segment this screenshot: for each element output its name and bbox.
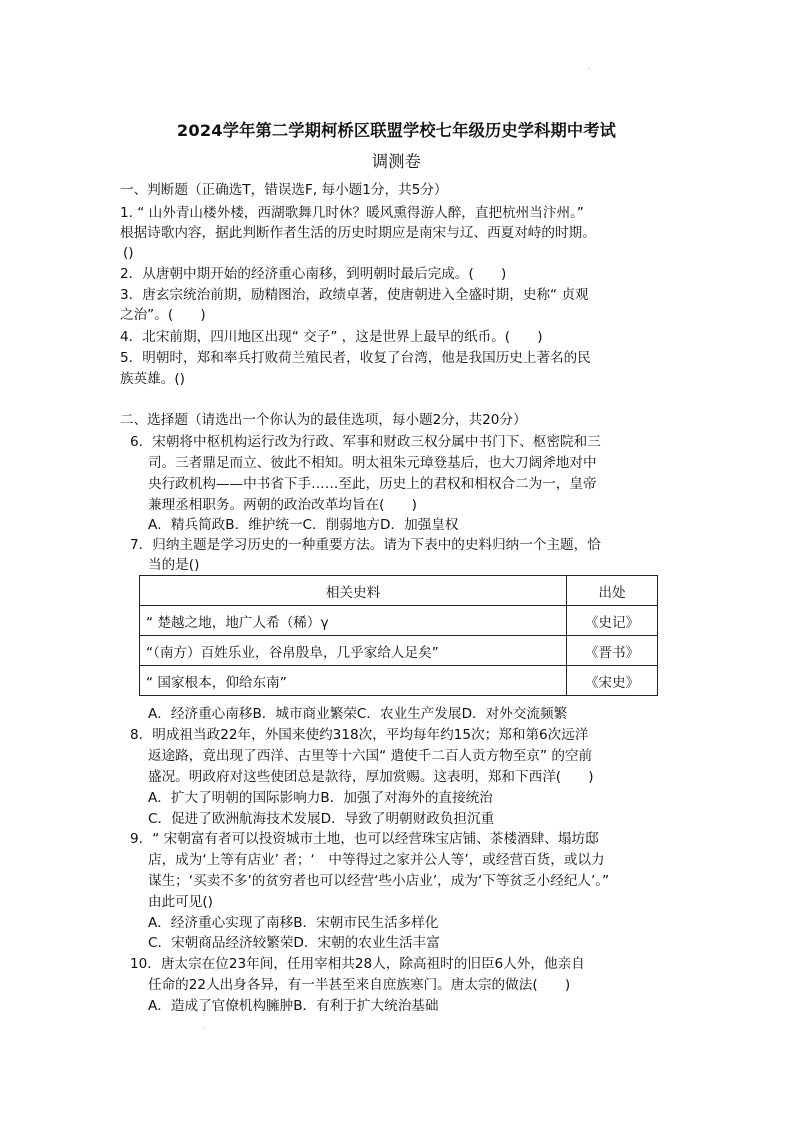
q7-line1: 7．归纳主题是学习历史的一种重要方法。请为下表中的史料归纳一个主题，恰 <box>130 537 601 553</box>
q5-line1: 5．明朝时，郑和率兵打败荷兰殖民者，收复了台湾，他是我国历史上著名的民 <box>120 350 591 366</box>
q6-line2: 司。三者鼎足而立、彼此不相知。明太祖朱元璋登基后，也大刀阔斧地对中 <box>148 455 597 471</box>
table-cell-origin: 《史记》 <box>567 606 658 636</box>
q6-line4: 兼理丞相职务。两朝的政治改革均旨在( ) <box>148 497 417 513</box>
q6-options: A．精兵简政B．维护统一C．削弱地方D．加强皇权 <box>148 517 459 533</box>
q1-line2: 根据诗歌内容，据此判断作者生活的历史时期应是南宋与辽、西夏对峙的时期。 <box>120 225 596 241</box>
q9-options-line2: C．宋朝商品经济较繁荣D．宋朝的农业生活丰富 <box>148 935 440 951</box>
exam-subtitle: 调测卷 <box>371 152 422 171</box>
q3-line2: 之治”。( ) <box>120 307 206 323</box>
table-cell-source: “ 国家根本，仰给东南” <box>140 666 567 696</box>
q7-options: A．经济重心南移B．城市商业繁荣C．农业生产发展D．对外交流频繁 <box>148 706 568 722</box>
table-header-source: 相关史料 <box>140 576 567 606</box>
q6-line1: 6．宋朝将中枢机构运行改为行政、军事和财政三权分属中书门下、枢密院和三 <box>130 434 601 450</box>
table-row <box>140 606 658 636</box>
q1-line1: 1. “ 山外青山楼外楼，西湖歌舞几时休？暖风熏得游人醉，直把杭州当汴州。” <box>120 205 584 221</box>
q10-line2: 任命的22人出身各异，有一半甚至来自庶族寒门。唐太宗的做法( ) <box>148 977 571 993</box>
q9-line1: 9．“ 宋朝富有者可以投资城市土地，也可以经营珠宝店铺、茶楼酒肆、塌坊邸 <box>130 831 599 847</box>
q4: 4．北宋前期，四川地区出现“ 交子” ，这是世界上最早的纸币。( ) <box>120 329 543 345</box>
q7-line2: 当的是() <box>148 557 200 573</box>
q8-options-line1: A．扩大了明朝的国际影响力B．加强了对海外的直接统治 <box>148 790 493 806</box>
table-cell-source: “（南方）百姓乐业，谷帛殷阜，几乎家给人足矣” <box>140 636 567 666</box>
q9-options-line1: A．经济重心实现了南移B．宋朝市民生活多样化 <box>148 915 439 931</box>
q9-line3: 谋生；‘买卖不多’的贫穷者也可以经营‘些小店业’，成为‘下等贫乏小经纪人’。” <box>148 873 610 889</box>
q8-line3: 盛况。明政府对这些使团总是款待，厚加赏赐。这表明，郑和下西洋( ) <box>148 769 594 785</box>
q5-line2: 族英雄。() <box>120 371 185 387</box>
section1-heading: 一、判断题（正确选T，错误选F, 每小题1分，共5分） <box>120 182 448 198</box>
table-row <box>140 636 658 666</box>
table-header-row <box>140 576 658 606</box>
table-row <box>140 666 658 696</box>
q8-line2: 返途路，竟出现了西洋、古里等十六国“ 遣使千二百人贡方物至京” 的空前 <box>148 748 593 764</box>
source-table <box>139 575 658 696</box>
q8-options-line2: C．促进了欧洲航海技术发展D．导致了明朝财政负担沉重 <box>148 811 495 827</box>
q9-line2: 店，成为‘上等有店业’ 者；‘ 中等得过之家并公人等’，或经营百货，或以力 <box>148 852 605 868</box>
q9-line4: 由此可见() <box>148 894 213 910</box>
q1-line3: () <box>123 245 134 261</box>
table-cell-origin: 《宋史》 <box>567 666 658 696</box>
table-cell-origin: 《晋书》 <box>567 636 658 666</box>
top-mark: . <box>588 64 590 71</box>
table-cell-source: “ 楚越之地，地广人希（稀）γ <box>140 606 567 636</box>
q2: 2．从唐朝中期开始的经济重心南移，到明朝时最后完成。( ) <box>120 266 507 282</box>
table-header-origin: 出处 <box>567 576 658 606</box>
footer-mark: . <box>203 1024 205 1031</box>
q10-options-line1: A．造成了官僚机构臃肿B．有利于扩大统治基础 <box>148 998 439 1014</box>
q3-line1: 3．唐玄宗统治前期，励精图治，政绩卓著，使唐朝进入全盛时期，史称“ 贞观 <box>120 287 589 303</box>
exam-title: 2024学年第二学期柯桥区联盟学校七年级历史学科期中考试 <box>176 121 617 140</box>
section2-heading: 二、选择题（请选出一个你认为的最佳选项，每小题2分，共20分） <box>120 412 527 428</box>
q6-line3: 央行政机构——中书省下手……至此，历史上的君权和相权合二为一，皇帝 <box>148 476 597 492</box>
q10-line1: 10．唐太宗在位23年间，任用宰相共28人，除高祖时的旧臣6人外，他亲自 <box>130 956 585 972</box>
q8-line1: 8．明成祖当政22年，外国来使约318次，平均每年约15次；郑和第6次远洋 <box>130 727 589 743</box>
